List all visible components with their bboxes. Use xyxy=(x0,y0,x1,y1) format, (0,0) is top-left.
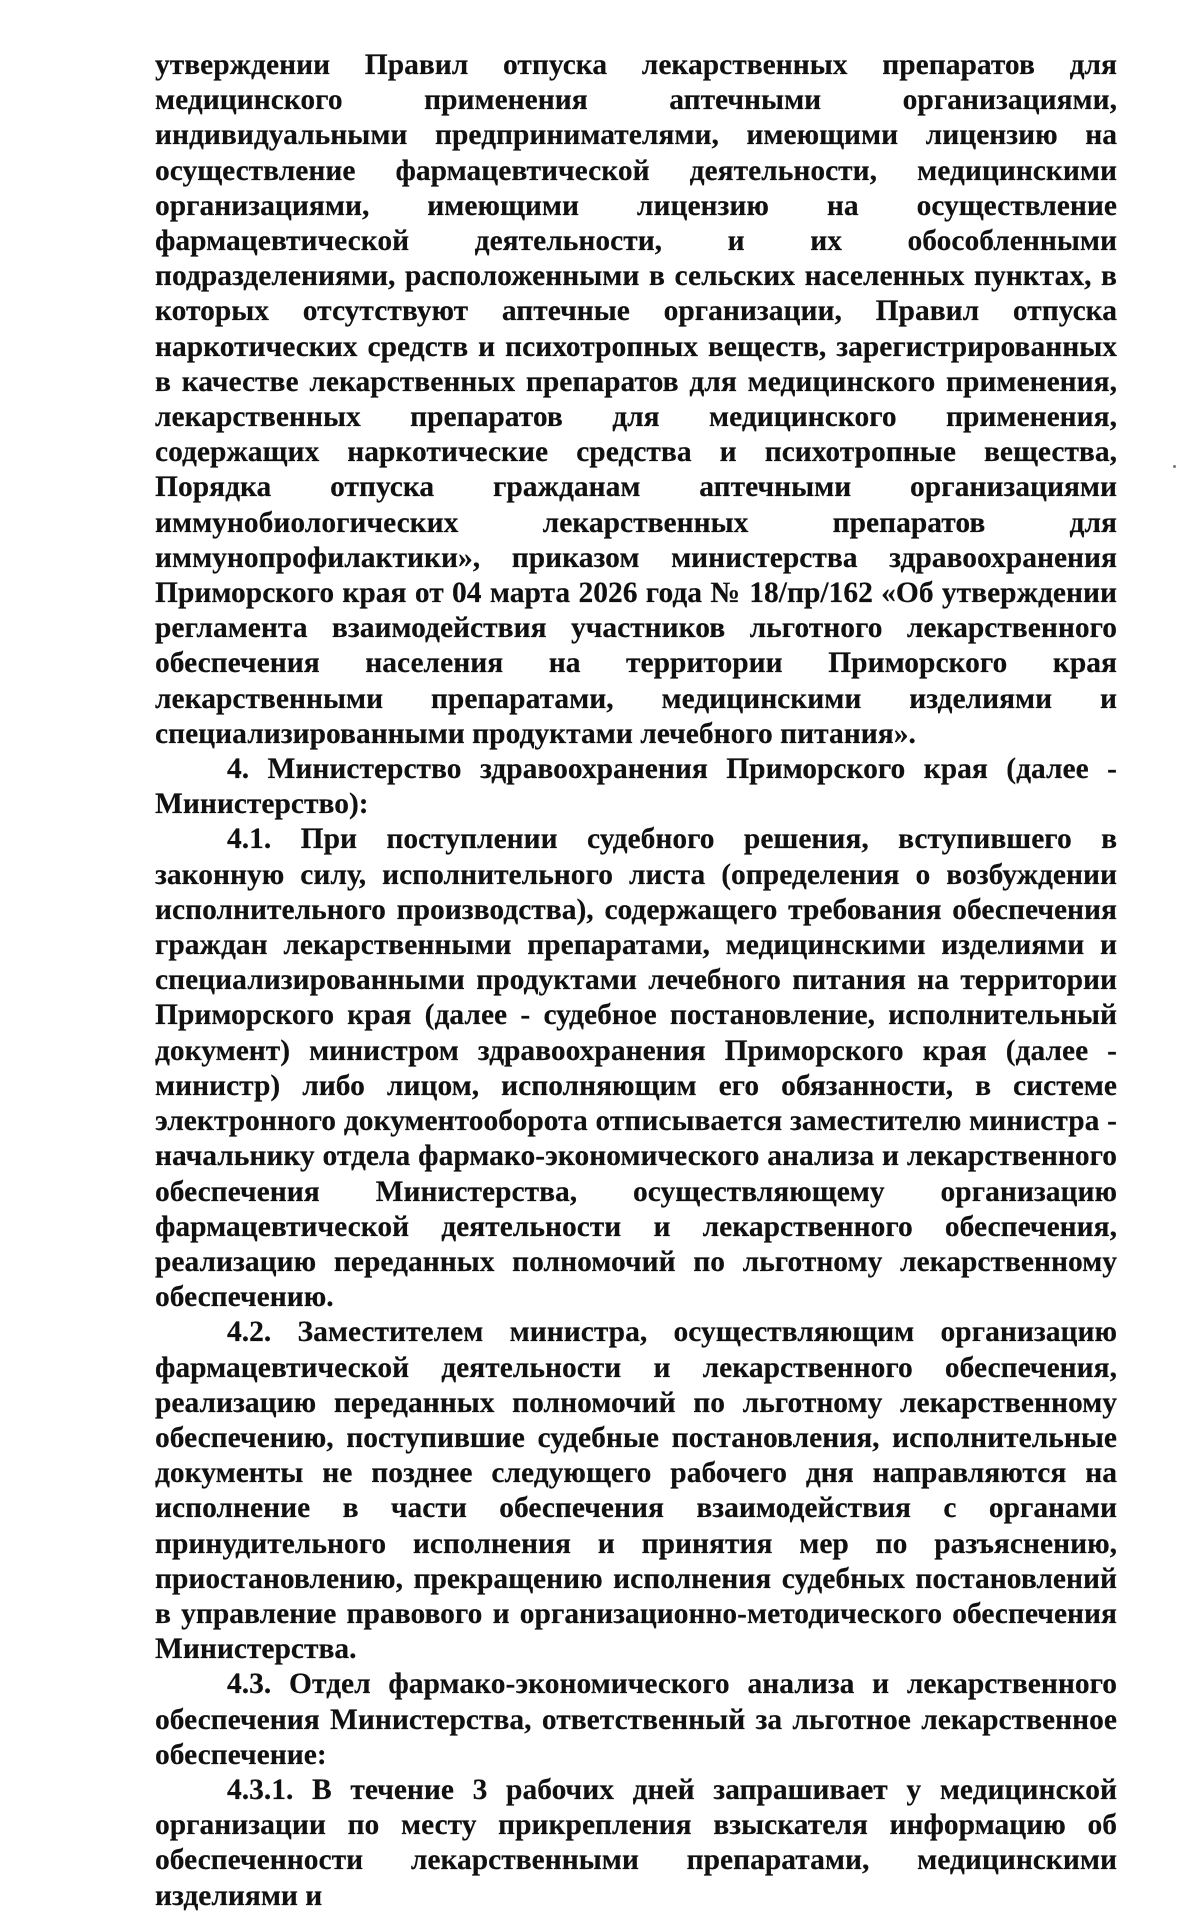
document-body xyxy=(155,48,1117,1914)
scan-artifact-dot xyxy=(1173,465,1176,468)
paragraph-continuation: утверждении Правил отпуска лекарственных препаратов для медицинского применения аптечными организациями, индивидуальными предпринимателями, имеющими лицензию на осуществление фармацевтической деятельности, медицинскими организациями, имеющими лицензию на осуществление фармацевтической деятельности, и их обособленными подразделениями, расположенными в сельских населенных пунктах, в которых отсутствуют аптечные организации, Правил отпуска наркотических средств и психотропных веществ, зарегистрированных в качестве лекарственных препаратов для медицинского применения, лекарственных препаратов для медицинского применения, содержащих наркотические средства и психотропные вещества, Порядка отпуска гражданам аптечными организациями иммунобиологических лекарственных препаратов для иммунопрофилактики», приказом министерства здравоохранения Приморского края от 04 марта 2026 года № 18/пр/162 «Об утверждении регламента взаимодействия участников льготного лекарственного обеспечения населения на территории Приморского края лекарственными препаратами, медицинскими изделиями и специализированными продуктами лечебного питания». xyxy=(155,49,1117,750)
paragraph-4-3: 4.3. Отдел фармако-экономического анализа и лекарственного обеспечения Министерства, ответственный за льготное лекарственное обеспечение: xyxy=(155,1668,1117,1771)
paragraph-4-3-1: 4.3.1. В течение 3 рабочих дней запрашивает у медицинской организации по месту прикрепления взыскателя информацию об обеспеченности лекарственными препаратами, медицинскими изделиями и xyxy=(155,1773,1117,1912)
paragraph-4-1: 4.1. При поступлении судебного решения, вступившего в законную силу, исполнительного листа (определения о возбуждении исполнительного производства), содержащего требования обеспечения граждан лекарственными препаратами, медицинскими изделиями и специализированными продуктами лечебного питания на территории Приморского края (далее - судебное постановление, исполнительный документ) министром здравоохранения Приморского края (далее - министр) либо лицом, исполняющим его обязанности, в системе электронного документооборота отписывается заместителю министра - начальнику отдела фармако-экономического анализа и лекарственного обеспечения Министерства, осуществляющему организацию фармацевтической деятельности и лекарственного обеспечения, реализацию переданных полномочий по льготному лекарственному обеспечению. xyxy=(155,823,1117,1314)
paragraph-4: 4. Министерство здравоохранения Приморского края (далее - Министерство): xyxy=(155,753,1117,821)
paragraph-4-2: 4.2. Заместителем министра, осуществляющим организацию фармацевтической деятельности и лекарственного обеспечения, реализацию переданных полномочий по льготному лекарственному обеспечению, поступившие судебные постановления, исполнительные документы не позднее следующего рабочего дня направляются на исполнение в части обеспечения взаимодействия с органами принудительного исполнения и принятия мер по разъяснению, приостановлению, прекращению исполнения судебных постановлений в управление правового и организационно-методического обеспечения Министерства. xyxy=(155,1316,1117,1666)
